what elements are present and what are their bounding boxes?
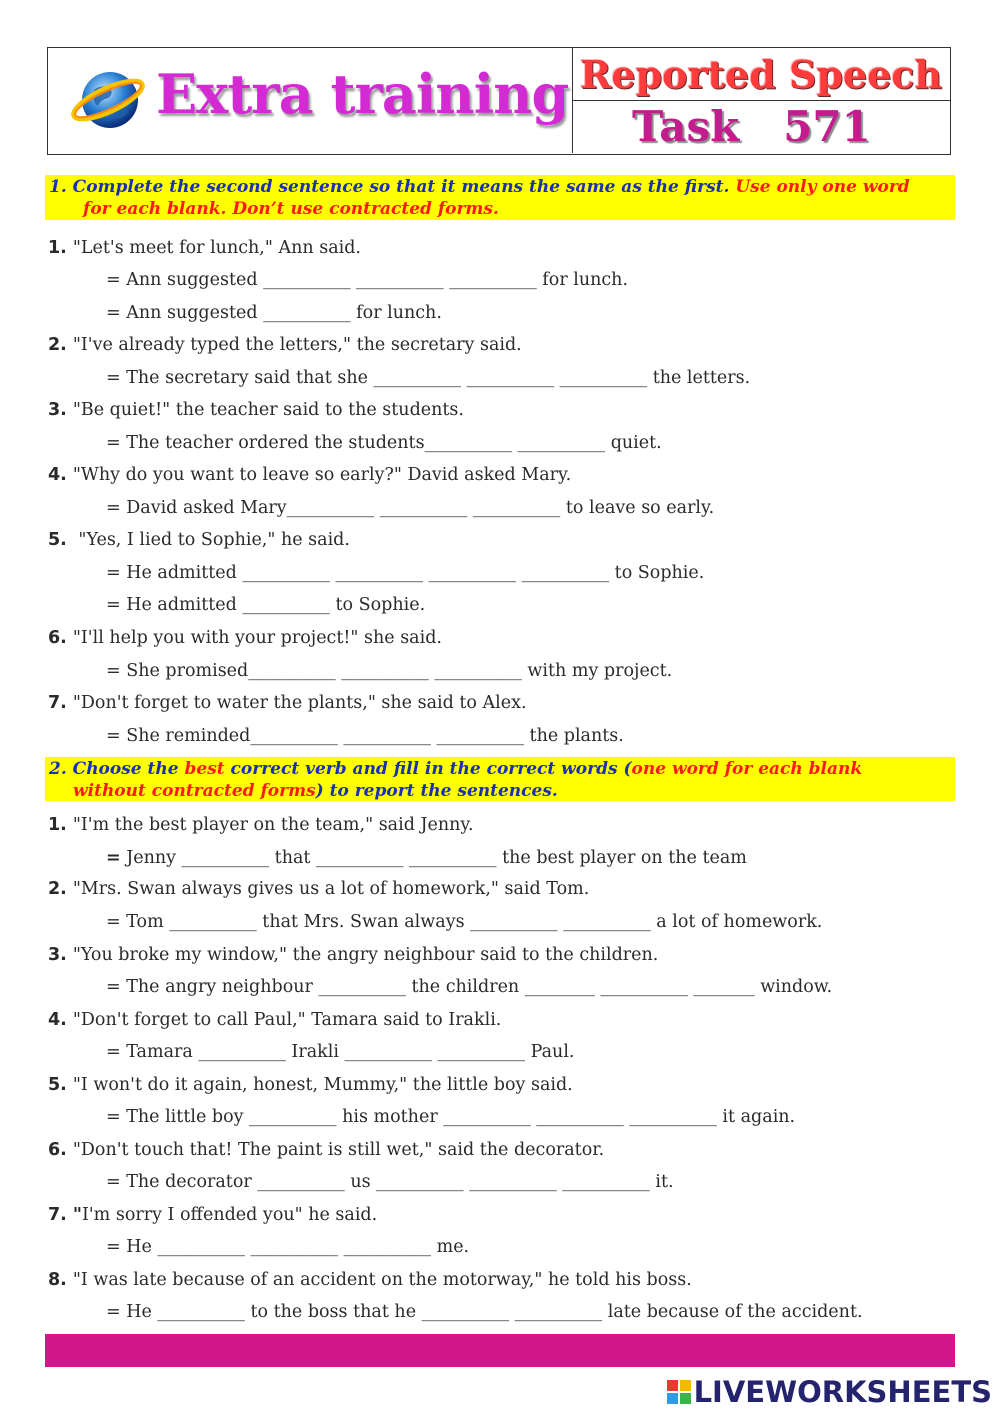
s2-question-3: 3. "You broke my window," the angry neighbour said to the children. bbox=[48, 945, 659, 965]
s1-answer-4[interactable]: = David asked Mary__________ __________ __________ to leave so early. bbox=[106, 498, 715, 518]
instr2-blue-1: 2. Choose the bbox=[49, 759, 185, 779]
instr1-red: Use only one word bbox=[729, 177, 910, 197]
brand-title: Extra training bbox=[156, 62, 569, 126]
s1-question-3: 3. "Be quiet!" the teacher said to the students. bbox=[48, 400, 464, 420]
s1-answer-5b[interactable]: = He admitted __________ to Sophie. bbox=[106, 595, 426, 615]
s1-question-7: 7. "Don't forget to water the plants," she said to Alex. bbox=[48, 693, 527, 713]
task-number: 571 bbox=[783, 102, 871, 151]
s2-answer-2[interactable]: = Tom __________ that Mrs. Swan always __________ __________ a lot of homework. bbox=[106, 912, 823, 932]
s1-question-4: 4. "Why do you want to leave so early?" David asked Mary. bbox=[48, 465, 572, 485]
s2-answer-6[interactable]: = The decorator __________ us __________ __________ __________ it. bbox=[106, 1172, 674, 1192]
s1-answer-3[interactable]: = The teacher ordered the students__________ __________ quiet. bbox=[106, 433, 662, 453]
header-box bbox=[47, 47, 951, 155]
watermark-text: LIVEWORKSHEETS bbox=[693, 1375, 992, 1409]
s1-answer-6[interactable]: = She promised__________ __________ __________ with my project. bbox=[106, 661, 673, 681]
instr2-blue-2: correct verb and fill in the correct words ( bbox=[224, 759, 632, 779]
s2-answer-7[interactable]: = He __________ __________ __________ me. bbox=[106, 1237, 470, 1257]
topic-cell bbox=[572, 48, 950, 101]
s1-question-1: 1. "Let's meet for lunch," Ann said. bbox=[48, 238, 361, 258]
instr2-blue-3: ) to report the sentences. bbox=[315, 781, 558, 801]
instr1-red-2: for each blank. Don’t use contracted forms. bbox=[83, 199, 499, 219]
liveworksheets-logo-icon bbox=[666, 1379, 692, 1405]
instr2-red-2: one word for each blank bbox=[631, 759, 863, 779]
s2-answer-1[interactable]: = Jenny __________ that __________ __________ the best player on the team bbox=[106, 848, 747, 868]
s1-answer-5a[interactable]: = He admitted __________ __________ __________ __________ to Sophie. bbox=[106, 563, 705, 583]
task-label bbox=[632, 102, 871, 151]
s2-question-6: 6. "Don't touch that! The paint is still wet," said the decorator. bbox=[48, 1140, 605, 1160]
s2-question-1: 1. "I'm the best player on the team," said Jenny. bbox=[48, 815, 474, 835]
section1-instruction bbox=[45, 175, 955, 220]
instr2-red-1: best bbox=[184, 759, 225, 779]
s2-answer-5[interactable]: = The little boy __________ his mother __________ __________ __________ it again. bbox=[106, 1107, 796, 1127]
s1-answer-7[interactable]: = She reminded__________ __________ __________ the plants. bbox=[106, 726, 624, 746]
brand-cell bbox=[48, 48, 573, 153]
topic-title: Reported Speech bbox=[579, 52, 943, 97]
s2-question-4: 4. "Don't forget to call Paul," Tamara said to Irakli. bbox=[48, 1010, 502, 1030]
s2-question-7: 7. "I'm sorry I offended you" he said. bbox=[48, 1205, 378, 1225]
task-word: Task bbox=[632, 102, 740, 151]
s1-answer-1a[interactable]: = Ann suggested __________ __________ __________ for lunch. bbox=[106, 270, 629, 290]
s2-question-2: 2. "Mrs. Swan always gives us a lot of homework," said Tom. bbox=[48, 879, 590, 899]
s2-answer-3[interactable]: = The angry neighbour __________ the children ________ __________ _______ window. bbox=[106, 977, 833, 997]
s2-answer-8[interactable]: = He __________ to the boss that he __________ __________ late because of the accident. bbox=[106, 1302, 863, 1322]
instr2-red-3: without contracted forms bbox=[73, 781, 316, 801]
s1-answer-1b[interactable]: = Ann suggested __________ for lunch. bbox=[106, 303, 442, 323]
s1-question-5: 5. "Yes, I lied to Sophie," he said. bbox=[48, 530, 350, 550]
s2-question-8: 8. "I was late because of an accident on the motorway," he told his boss. bbox=[48, 1270, 692, 1290]
footer-bar bbox=[45, 1334, 955, 1367]
s1-question-2: 2. "I've already typed the letters," the secretary said. bbox=[48, 335, 522, 355]
task-cell bbox=[572, 100, 950, 154]
section2-instruction bbox=[45, 757, 955, 801]
globe-icon bbox=[68, 62, 148, 134]
liveworksheets-watermark[interactable] bbox=[666, 1375, 992, 1409]
s2-question-5: 5. "I won't do it again, honest, Mummy," the little boy said. bbox=[48, 1075, 573, 1095]
s2-answer-4[interactable]: = Tamara __________ Irakli __________ __________ Paul. bbox=[106, 1042, 575, 1062]
instr1-blue: 1. Complete the second sentence so that it means the same as the first. bbox=[49, 177, 730, 197]
s1-answer-2[interactable]: = The secretary said that she __________ __________ __________ the letters. bbox=[106, 368, 751, 388]
s1-question-6: 6. "I'll help you with your project!" she said. bbox=[48, 628, 442, 648]
